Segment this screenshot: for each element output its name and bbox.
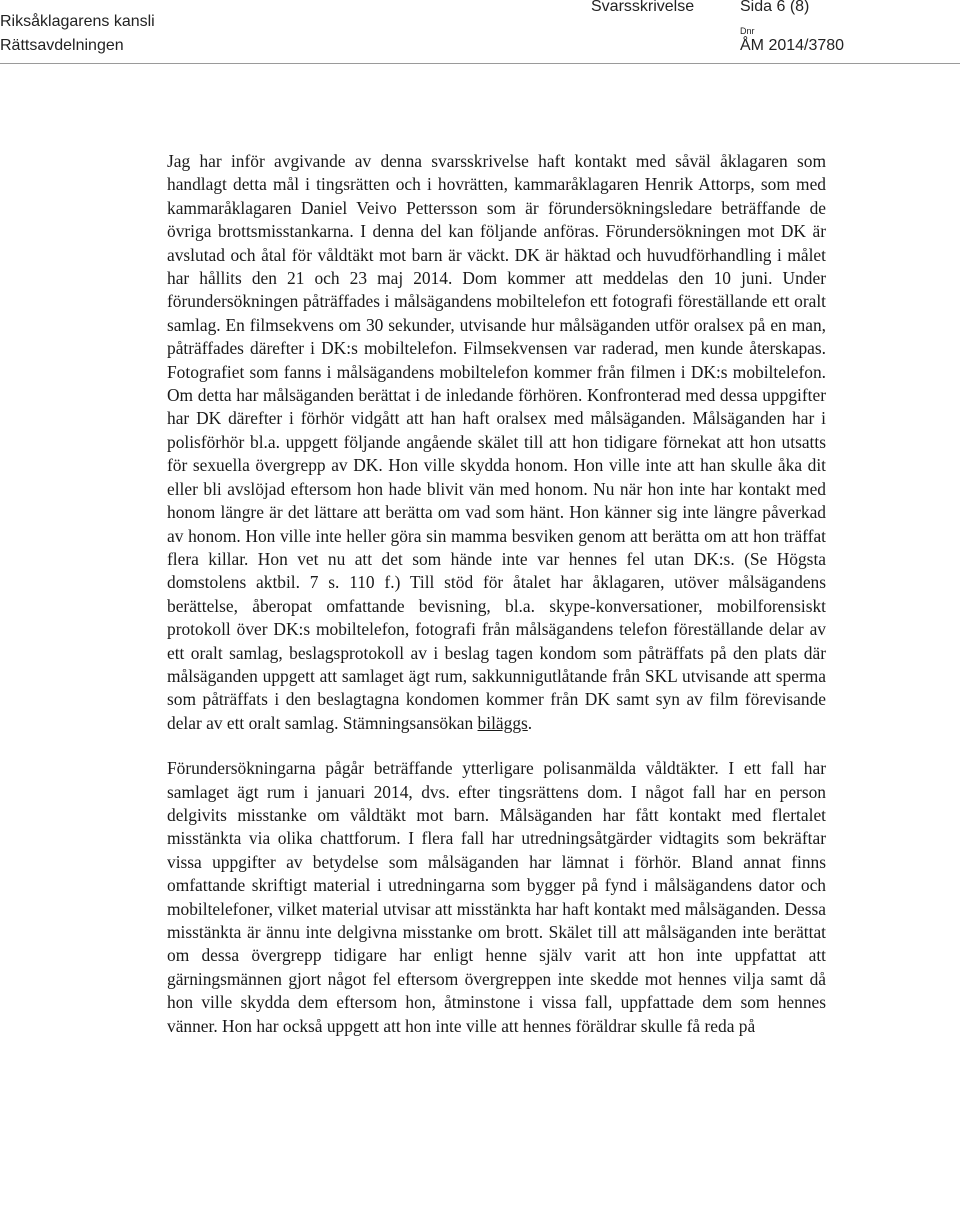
document-body — [167, 150, 826, 1038]
dnr-label: Dnr — [740, 26, 755, 36]
header-divider — [0, 63, 960, 64]
organization-name: Riksåklagarens kansli — [0, 13, 155, 30]
case-number: ÅM 2014/3780 — [740, 37, 845, 54]
paragraph-2: Förundersökningarna pågår beträffande ytterligare polisanmälda våldtäkter. I ett fall har samlaget ägt rum i januari 2014, dvs. efter tingsrättens dom. I något fall har en person delgivits misstanke om våldtäkt mot barn. Målsäganden har fått kontakt med flertalet misstänkta via olika chattforum. I flera fall har utredningsåtgärder vidtagits som bekräftar vissa uppgifter av betydelse som målsäganden har lämnat i förhör. Bland annat finns omfattande skriftigt material i utredningarna som bygger på fynd i målsägandens dator och mobiltelefoner, vilket material utvisar att misstänkta har haft kontakt med målsäganden. Dessa misstänkta är ännu inte delgivna misstanke om brott. Skälet till att målsäganden inte berättat om dessa övergrepp tidigare har enligt henne själv varit att hon inte uppfattat att gärningsmännen gjort något fel eftersom övergreppen inte skedde mot hennes vilja samt då hon ville skydda dem eftersom hon, åtminstone i vissa fall, uppfattade dem som hennes vänner. Hon har också uppgett att hon inte ville att hennes föräldrar skulle få reda på — [167, 758, 826, 1036]
document-type: Svarsskrivelse — [591, 0, 695, 15]
attachment-link[interactable]: biläggs — [477, 712, 528, 733]
paragraph-1-end: . — [527, 712, 533, 733]
page-number: Sida 6 (8) — [740, 0, 810, 15]
paragraph-1 — [167, 150, 826, 735]
page-header — [0, 0, 960, 66]
department-name: Rättsavdelningen — [0, 37, 124, 54]
paragraph-1-text: Jag har inför avgivande av denna svarsskrivelse haft kontakt med såväl åklagaren som handlagt detta mål i tingsrätten och i hovrätten, kammaråklagaren Henrik Attorps, som med kammaråklagaren Daniel Veivo Pettersson som är förundersökningsledare beträffande de övriga brottsmisstankarna. I denna del kan följande anföras. Förundersökningen mot DK är avslutad och åtal för våldtäkt mot barn är väckt. DK är häktad och huvudförhandling i målet har hållits den 21 och 23 maj 2014. Dom kommer att meddelas den 10 juni. Under förundersökningen påträffades i målsägandens mobiltelefon ett fotografi föreställande ett oralt samlag. En filmsekvens om 30 sekunder, utvisande hur målsäganden utför oralsex på en man, påträffades därefter i DK:s mobiltelefon. Filmsekvensen var raderad, men kunde återskapas. Fotografiet som fanns i målsägandens mobiltelefon kommer från filmen i DK:s mobiltelefon. Om detta har målsäganden berättat i de inledande förhören. Konfronterad med dessa uppgifter har DK därefter i förhör vidgått att han haft oralsex med målsäganden. Målsäganden har i polisförhör bl.a. uppgett följande angående skälet till att hon tidigare förnekat att hon utsatts för sexuella övergrepp av DK. Hon ville skydda honom. Hon ville inte att han skulle åka dit eller bli avslöjad eftersom hon hade blivit vän med honom. Nu när hon inte har kontakt med honom längre är det lättare att berätta om vad som hänt. Hon känner sig inte längre påverkad av honom. Hon ville inte heller göra sin mamma besviken genom att berätta om att hon träffat flera killar. Hon vet nu att det som hände inte var hennes fel utan DK:s. (Se Högsta domstolens aktbil. 7 s. 110 f.) Till stöd för åtalet har åklagaren, utöver målsägandens berättelse, åberopat omfattande bevisning, bl.a. skype-konversationer, mobilforensiskt protokoll över DK:s mobiltelefon, fotografi från målsägandens telefon föreställande delar av ett oralt samlag, beslagsprotokoll av i beslag tagen kondom som påträffats på den plats där målsäganden uppgett att samlaget ägt rum, sakkunnigutlåtande från SKL utvisande att sperma som påträffats i den beslagtagna kondomen kommer från DK samt syn av film förevisande delar av ett oralt samlag. Stämningsansökan — [167, 151, 826, 733]
